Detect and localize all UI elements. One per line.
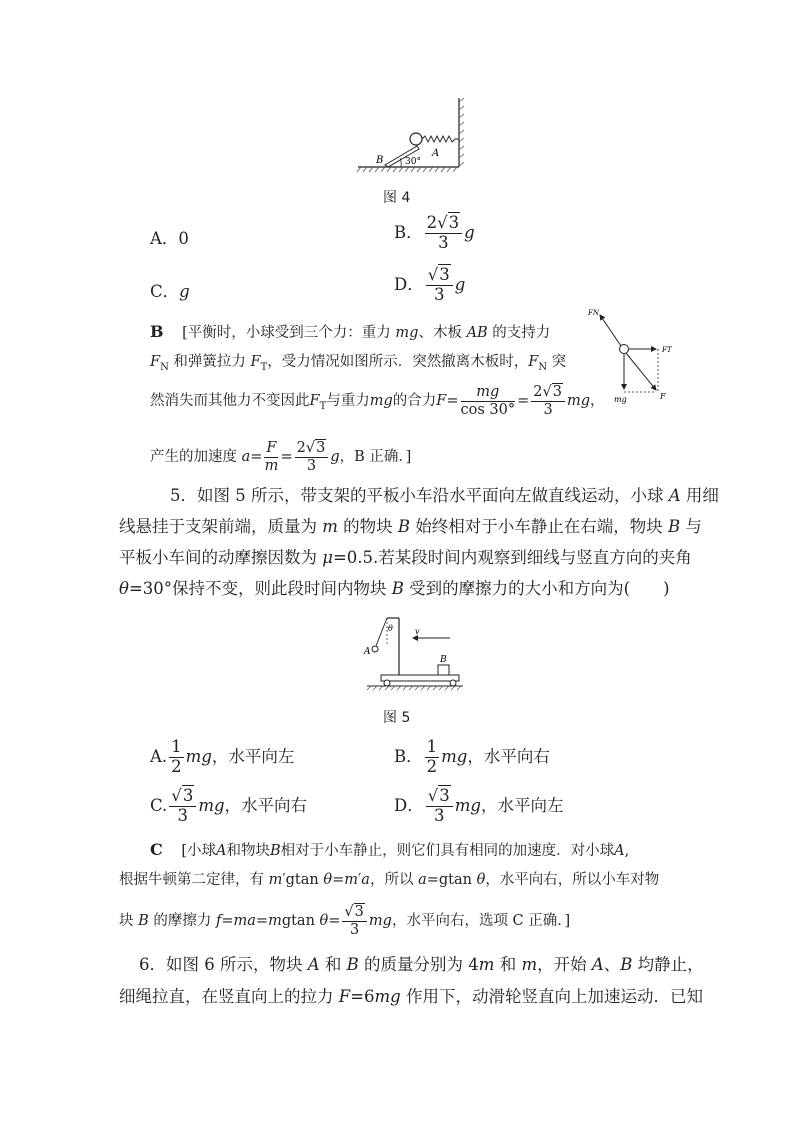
q4-option-c[interactable] <box>150 284 190 301</box>
force-label-ft: FT <box>662 346 672 354</box>
q5-line-1: 5．如图 5 所示，带支架的平板小车沿水平面向左做直线运动，小球 A 用细 <box>170 486 719 505</box>
fig5-label-a: A <box>364 647 371 657</box>
force-label-f: F <box>660 392 666 401</box>
q5-answer-line-3: 块 B 的摩擦力 f=ma=mgtan θ= $\frac{√3}{3}$ mg，水平向右，选项 C 正确．] <box>119 904 571 938</box>
figure-4-caption: 图 4 <box>383 190 411 206</box>
force-label-fn: FN <box>588 309 599 317</box>
q4-option-c-text: g <box>179 282 190 301</box>
fig4-label-b: B <box>376 155 384 166</box>
q4-answer-letter: B <box>150 322 164 341</box>
q5-option-c[interactable]: C. $\frac{√3}{3}$ mg，水平向右 <box>150 786 308 825</box>
fig5-label-b: B <box>440 655 447 665</box>
q4-answer-line-2: $F_N$ 和弹簧拉力 $F_T$，受力情况如图所示．突然撤离木板时，$F_N$ 突 <box>150 354 567 373</box>
q4-option-d[interactable]: D． $\frac{√3}{3}$ g <box>394 265 466 304</box>
q4-option-b-letter: B． <box>394 222 423 242</box>
q5-option-c-letter: C. <box>150 795 168 815</box>
q6-line-2: 细绳拉直，在竖直向上的拉力 F=6mg 作用下，动滑轮竖直向上加速运动．已知 <box>119 987 703 1006</box>
fig5-label-theta: θ <box>388 624 393 633</box>
fig4-label-a: A <box>432 148 440 159</box>
q4-option-c-letter: C． <box>150 282 180 301</box>
q4-option-a-letter: A． <box>150 229 179 248</box>
q5-option-a[interactable]: A. $\frac{1}{2}$ mg，水平向左 <box>150 737 295 776</box>
q4-answer-line-4: 产生的加速度 a= $\frac{F}{m}$ = $\frac{2√3}{3}$ g，B 正确．] <box>150 440 412 474</box>
q4-answer-line-3: 然消失而其他力不变因此$F_T$与重力mg的合力F= $\frac{mg}{\cos 30^\circ}$ = $\frac{2√3}{3}$ mg， <box>150 384 605 418</box>
q5-option-b[interactable]: B． $\frac{1}{2}$ mg，水平向右 <box>394 737 550 776</box>
q5-option-d[interactable]: D． $\frac{√3}{3}$ mg，水平向左 <box>394 786 564 825</box>
q5-line-2: 线悬挂于支架前端，质量为 m 的物块 B 始终相对于小车静止在右端，物块 B 与 <box>119 517 702 536</box>
figure-5-diagram <box>345 612 470 692</box>
q5-answer-letter: C <box>150 840 163 859</box>
q4-answer-line-1: B [平衡时，小球受到三个力：重力 mg、木板 AB 的支持力 <box>150 322 551 341</box>
q5-answer-line-1: C [小球A和物块B相对于小车静止，则它们具有相同的加速度．对小球A, <box>150 840 630 859</box>
q4-option-b[interactable]: B． $\frac{2√3}{3}$ g <box>394 213 475 252</box>
q5-line-4: θ=30°保持不变，则此段时间内物块 B 受到的摩擦力的大小和方向为( ) <box>119 579 670 598</box>
force-label-mg: mg <box>614 395 627 404</box>
figure-5-caption: 图 5 <box>383 710 411 726</box>
q5-option-b-letter: B． <box>394 746 423 766</box>
q5-answer-line-2: 根据牛顿第二定律，有 m′gtan θ=m′a，所以 a=gtan θ，水平向右，所以小车对物 <box>119 872 660 888</box>
q4-option-a-text: 0 <box>178 229 189 248</box>
force-diagram <box>588 305 688 405</box>
q4-option-d-letter: D． <box>394 274 424 294</box>
q4-option-a[interactable] <box>150 231 189 248</box>
fig4-angle-label: 30° <box>405 157 421 167</box>
q5-option-a-letter: A. <box>150 746 168 766</box>
fig5-label-v: v <box>415 627 420 636</box>
q5-line-3: 平板小车间的动摩擦因数为 μ=0.5.若某段时间内观察到细线与竖直方向的夹角 <box>119 548 692 567</box>
q6-line-1: 6．如图 6 所示，物块 A 和 B 的质量分别为 4m 和 m，开始 A、B 均静止， <box>139 955 704 974</box>
figure-4-diagram <box>355 94 470 174</box>
q5-option-d-letter: D． <box>394 795 424 815</box>
